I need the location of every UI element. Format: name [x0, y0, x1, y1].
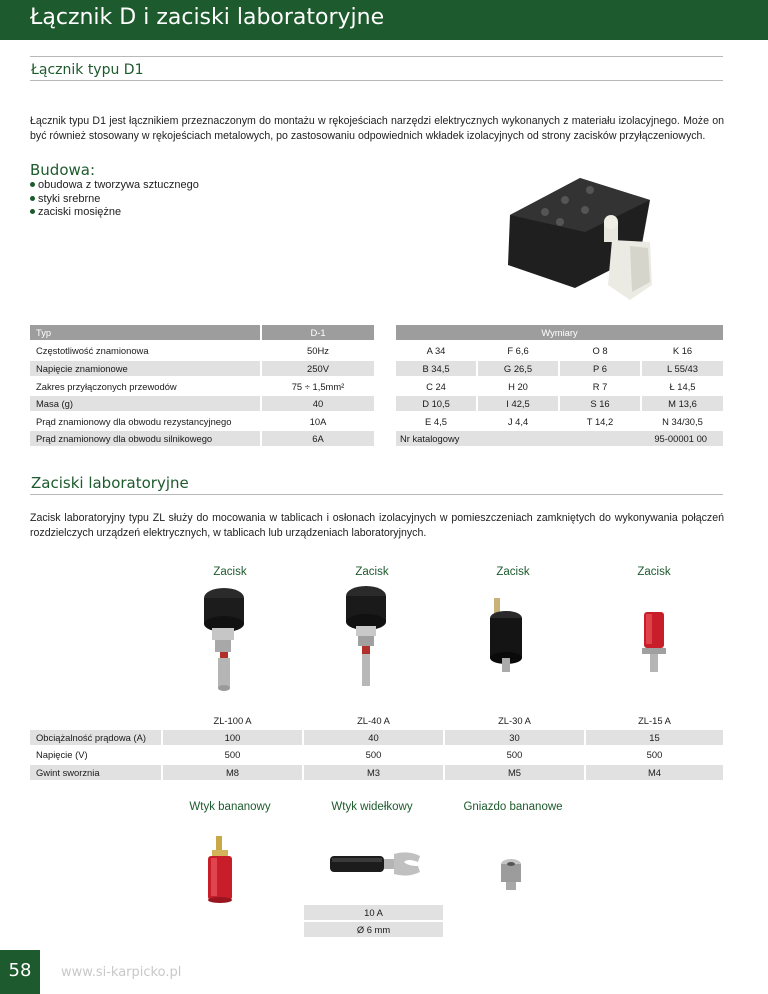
- table-cell-value: 50Hz: [262, 343, 374, 358]
- table-cell-dim: O 8: [560, 343, 640, 358]
- banana-plug-photo: [200, 836, 240, 906]
- table-cell-dim: I 42,5: [478, 396, 558, 411]
- table-header-type: Typ: [30, 325, 260, 340]
- clamp-model: ZL-40 A: [304, 713, 443, 728]
- fork-spec-current: 10 A: [304, 905, 443, 920]
- section-title-lacznik: Łącznik typu D1: [31, 62, 144, 78]
- website-url: www.si-karpicko.pl: [61, 965, 182, 980]
- table-cell-dim: E 4,5: [396, 414, 476, 429]
- table-cell-value: 100: [163, 730, 302, 745]
- clamp-zl40-photo: [336, 582, 406, 692]
- switch-d1-photo: [490, 160, 670, 300]
- bullet-icon: [30, 196, 35, 201]
- table-cell-value: 6A: [262, 431, 374, 446]
- clamp-column-title: Zacisk: [213, 566, 247, 578]
- section-divider: [30, 494, 723, 495]
- table-cell-dim: T 14,2: [560, 414, 640, 429]
- fork-spec-diameter: Ø 6 mm: [304, 922, 443, 937]
- page-number: 58: [8, 960, 32, 981]
- table-cell-dim: A 34: [396, 343, 476, 358]
- lacznik-description: Łącznik typu D1 jest łącznikiem przeznaczonym do montażu w rękojeściach narzędzi elektrycznych wykonanych z materiału izolacyjnego. Może on być również stosowany w rękojeściach metalowych, po zastosowaniu odpowiednich wkładek izolacyjnych od strony zacisków przyłączeniowych.: [30, 115, 724, 142]
- list-item: styki srebrne: [30, 193, 199, 207]
- bullet-icon: [30, 182, 35, 187]
- table-header-dimensions: Wymiary: [396, 325, 723, 340]
- table-cell-value: 40: [304, 730, 443, 745]
- table-cell-label: Prąd znamionowy dla obwodu silnikowego: [30, 431, 260, 446]
- table-cell-label: Zakres przyłączonych przewodów: [30, 379, 260, 394]
- zaciski-description: Zacisk laboratoryjny typu ZL służy do mocowania w tablicach i osłonach izolacyjnych w pomieszczeniach zamkniętych do wykonywania połączeń rozdzielczych urządzeń elektrycznych, w tablicach lub urządzeniach laboratoryjnych.: [30, 512, 724, 539]
- page-title: Łącznik D i zaciski laboratoryjne: [30, 5, 385, 30]
- table-cell-dim: F 6,6: [478, 343, 558, 358]
- table-cell-dim: D 10,5: [396, 396, 476, 411]
- table-cell-value: 500: [304, 747, 443, 762]
- table-cell-dim: N 34/30,5: [642, 414, 723, 429]
- table-cell-value: 30: [445, 730, 584, 745]
- clamp-zl15-photo: [634, 612, 674, 674]
- table-cell-dim: G 26,5: [478, 361, 558, 376]
- table-cell-value: 250V: [262, 361, 374, 376]
- table-cell-dim: R 7: [560, 379, 640, 394]
- banana-socket-photo: [497, 856, 525, 892]
- table-cell-label: Obciążalność prądowa (A): [30, 730, 161, 745]
- table-cell-value: M8: [163, 765, 302, 780]
- table-cell-dim: M 13,6: [642, 396, 723, 411]
- table-cell-value: M3: [304, 765, 443, 780]
- section-title-zaciski: Zaciski laboratoryjne: [31, 474, 189, 492]
- table-header-model: D-1: [262, 325, 374, 340]
- accessory-title: Wtyk bananowy: [189, 801, 271, 813]
- clamp-zl100-photo: [190, 584, 270, 694]
- catalog-number-label: Nr katalogowy: [396, 431, 586, 446]
- accessory-title: Gniazdo bananowe: [463, 801, 563, 813]
- table-cell-value: 500: [163, 747, 302, 762]
- table-cell-value: 500: [586, 747, 723, 762]
- list-item: obudowa z tworzywa sztucznego: [30, 179, 199, 193]
- table-cell-label: Napięcie znamionowe: [30, 361, 260, 376]
- clamp-model: ZL-100 A: [163, 713, 302, 728]
- table-cell-value: M4: [586, 765, 723, 780]
- bullet-icon: [30, 209, 35, 214]
- table-cell-dim: C 24: [396, 379, 476, 394]
- table-cell-value: 10A: [262, 414, 374, 429]
- table-cell-label: Gwint sworznia: [30, 765, 161, 780]
- table-cell-label: Masa (g): [30, 396, 260, 411]
- clamp-model: ZL-15 A: [586, 713, 723, 728]
- table-cell-label: Częstotliwość znamionowa: [30, 343, 260, 358]
- clamp-column-title: Zacisk: [496, 566, 530, 578]
- table-cell-label: Napięcie (V): [30, 747, 161, 762]
- clamp-zl30-photo: [482, 598, 542, 678]
- table-cell-value: 15: [586, 730, 723, 745]
- budowa-list: [30, 179, 199, 220]
- clamp-model: ZL-30 A: [445, 713, 584, 728]
- table-cell-dim: P 6: [560, 361, 640, 376]
- table-cell-dim: H 20: [478, 379, 558, 394]
- table-cell-value: 75 ÷ 1,5mm²: [262, 379, 374, 394]
- list-item: zaciski mosiężne: [30, 206, 199, 220]
- table-cell-value: 500: [445, 747, 584, 762]
- table-cell-label: Prąd znamionowy dla obwodu rezystancyjnego: [30, 414, 260, 429]
- table-cell-dim: L 55/43: [642, 361, 723, 376]
- table-cell-value: 40: [262, 396, 374, 411]
- table-cell-dim: S 16: [560, 396, 640, 411]
- section-divider: [30, 56, 723, 57]
- fork-plug-photo: [328, 846, 424, 886]
- catalog-number-value: 95-00001 00: [586, 431, 723, 446]
- table-cell-dim: K 16: [642, 343, 723, 358]
- table-cell-dim: Ł 14,5: [642, 379, 723, 394]
- clamp-column-title: Zacisk: [637, 566, 671, 578]
- budowa-heading: Budowa:: [30, 161, 96, 179]
- table-cell-dim: B 34,5: [396, 361, 476, 376]
- accessory-title: Wtyk widełkowy: [331, 801, 413, 813]
- table-cell-value: M5: [445, 765, 584, 780]
- section-divider: [30, 80, 723, 81]
- clamp-column-title: Zacisk: [355, 566, 389, 578]
- table-cell-dim: J 4,4: [478, 414, 558, 429]
